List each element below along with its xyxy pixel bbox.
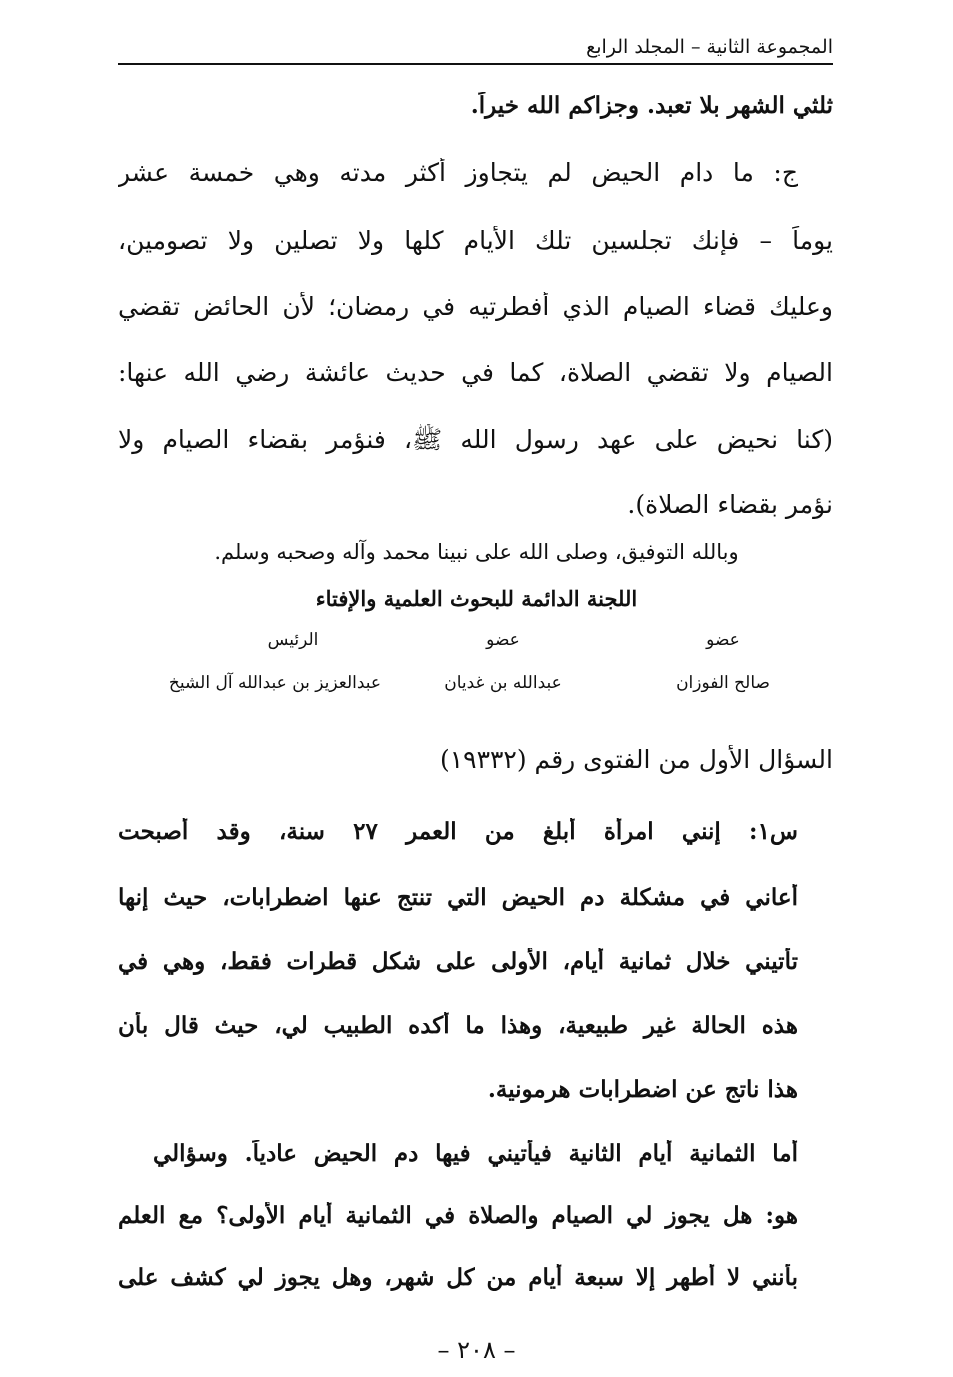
question-line-5: هذا ناتج عن اضطرابات هرمونية. [487, 1076, 798, 1103]
answer-line-6: (كنا نحيض على عهد رسول الله ﷺ، فنؤمر بقضاء الصيام ولا [118, 425, 833, 454]
header-title: المجموعة الثانية – المجلد الرابع [580, 36, 833, 58]
question-line-6: أما الثمانية أيام الثانية فيأتيني فيها دم الحيض عادياً. وسؤالي [153, 1140, 798, 1167]
running-header [118, 30, 833, 70]
fatwa-heading: السؤال الأول من الفتوى رقم (١٩٣٣٢) [439, 745, 833, 774]
question-line-2: أعاني في مشكلة دم الحيض التي تنتج عنها اضطرابات، حيث إنها [118, 884, 798, 911]
answer-line-5: الصيام ولا تقضي الصلاة، كما في حديث عائشة رضي الله عنها: [118, 358, 833, 387]
answer-line-1: ثلثي الشهر بلا تعبد. وجزاكم الله خيراً. [470, 92, 833, 119]
signatory-role-1: عضو [706, 630, 740, 650]
page-number: – ٢٠٨ – [437, 1336, 516, 1364]
signatory-name-1: صالح الفوزان [676, 673, 770, 693]
question-line-4: هذه الحالة غير طبيعية، وهذا ما أكده الطبيب لي، حيث قال بأن [118, 1012, 798, 1039]
question-line-8: بأنني لا أطهر إلا سبعة أيام من كل شهر، وهل يجوز لي كشف على [118, 1264, 798, 1291]
header-rule [118, 63, 833, 65]
answer-line-2: ج: ما دام الحيض لم يتجاوز أكثر مدته وهي خمسة عشر [118, 158, 798, 187]
signatory-name-2: عبدالله بن غديان [444, 673, 562, 693]
answer-line-7: نؤمر بقضاء الصلاة). [627, 490, 833, 519]
question-line-1: س١: إنني امرأة أبلغ من العمر ٢٧ سنة، وقد أصبحت [118, 818, 798, 845]
question-line-3: تأتيني خلال ثمانية أيام، الأولى على شكل قطرات فقط، وهي في [118, 948, 798, 975]
answer-line-3: يوماً – فإنك تجلسين تلك الأيام كلها ولا تصلين ولا تصومين، [118, 226, 833, 255]
signatory-role-2: عضو [486, 630, 520, 650]
question-line-7: هو: هل يجوز لي الصيام والصلاة في الثمانية أيام الأولى؟ مع العلم [118, 1202, 798, 1229]
signatory-name-3: عبدالعزيز بن عبدالله آل الشيخ [168, 673, 382, 693]
closing-formula: وبالله التوفيق، وصلى الله على نبينا محمد وآله وصحبه وسلم. [214, 540, 739, 564]
answer-line-4: وعليك قضاء الصيام الذي أفطرتيه في رمضان؛ لأن الحائض تقضي [118, 292, 833, 321]
committee-name: اللجنة الدائمة للبحوث العلمية والإفتاء [315, 586, 638, 611]
signatory-role-3: الرئيس [267, 630, 319, 650]
